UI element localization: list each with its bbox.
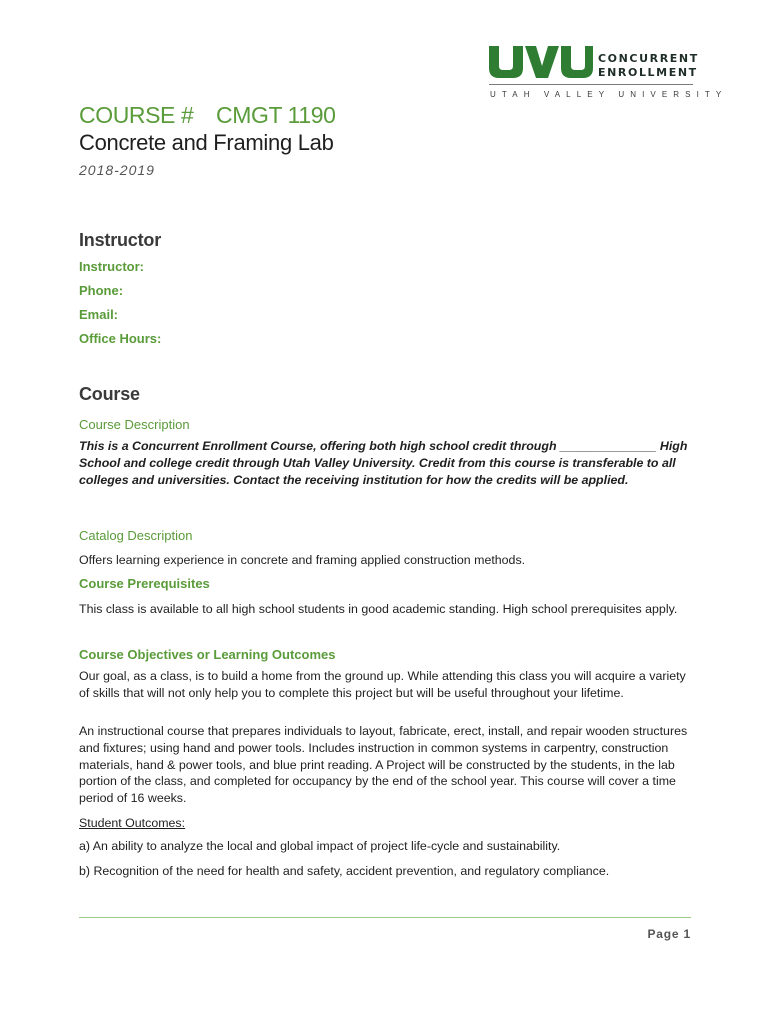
- catalog-description-heading: Catalog Description: [79, 528, 193, 543]
- instructor-heading: Instructor: [79, 230, 162, 250]
- office-hours-field-label: Office Hours:: [79, 331, 162, 346]
- student-outcomes-label-line: [79, 815, 691, 832]
- student-outcome-b: b) Recognition of the need for health and safety, accident prevention, and regulatory compliance.: [79, 864, 610, 878]
- course-objectives-paragraph-1: Our goal, as a class, is to build a home from the ground up. While attending this class you will acquire a variety of skills that will not only help you to complete this project but will be useful throughout your lifetime.: [79, 669, 686, 700]
- academic-year: 2018-2019: [79, 162, 155, 178]
- student-outcomes-label: Student Outcomes:: [79, 816, 186, 830]
- course-title: Concrete and Framing Lab: [79, 130, 334, 155]
- course-objectives-heading: Course Objectives or Learning Outcomes: [79, 647, 336, 662]
- uvu-logo-mark: [489, 46, 593, 78]
- course-description-heading: Course Description: [79, 417, 190, 432]
- student-outcome-a: a) An ability to analyze the local and global impact of project life-cycle and sustainability.: [79, 839, 561, 853]
- logo-word-concurrent: CONCURRENT: [598, 52, 699, 65]
- logo-subtitle: UTAH VALLEY UNIVERSITY: [490, 90, 728, 99]
- course-prerequisites-text: This class is available to all high school students in good academic standing. High school prerequisites apply.: [79, 602, 678, 616]
- course-heading: Course: [79, 384, 140, 404]
- page-number: Page 1: [647, 927, 691, 941]
- logo-word-enrollment: ENROLLMENT: [598, 66, 698, 79]
- course-label: COURSE #: [79, 102, 194, 128]
- phone-field-label: Phone:: [79, 283, 124, 298]
- email-field-label: Email:: [79, 307, 119, 322]
- course-number-line: [79, 102, 336, 129]
- uvu-concurrent-enrollment-logo: [489, 46, 728, 102]
- footer-rule: [79, 917, 691, 918]
- logo-divider: [489, 84, 693, 85]
- course-prerequisites-heading: Course Prerequisites: [79, 576, 210, 591]
- course-description-text: This is a Concurrent Enrollment Course, offering both high school credit through ______________ High School and college credit through Utah Valley University. Credit from this course is transferable to all colleges and universities. Contact the receiving institution for how the credits will be applied.: [79, 439, 688, 487]
- course-number: CMGT 1190: [216, 102, 336, 128]
- course-objectives-paragraph-2: An instructional course that prepares individuals to layout, fabricate, erect, install, and repair wooden structures and fixtures; using hand and power tools. Includes instruction in common systems in carpentry, construction materials, hand & power tools, and blue print reading. A Project will be constructed by the students, in the lab portion of the class, and completed for occupancy by the end of the school year. This course will cover a time period of 16 weeks.: [79, 724, 688, 806]
- instructor-field-label: Instructor:: [79, 259, 144, 274]
- catalog-description-text: Offers learning experience in concrete and framing applied construction methods.: [79, 553, 526, 567]
